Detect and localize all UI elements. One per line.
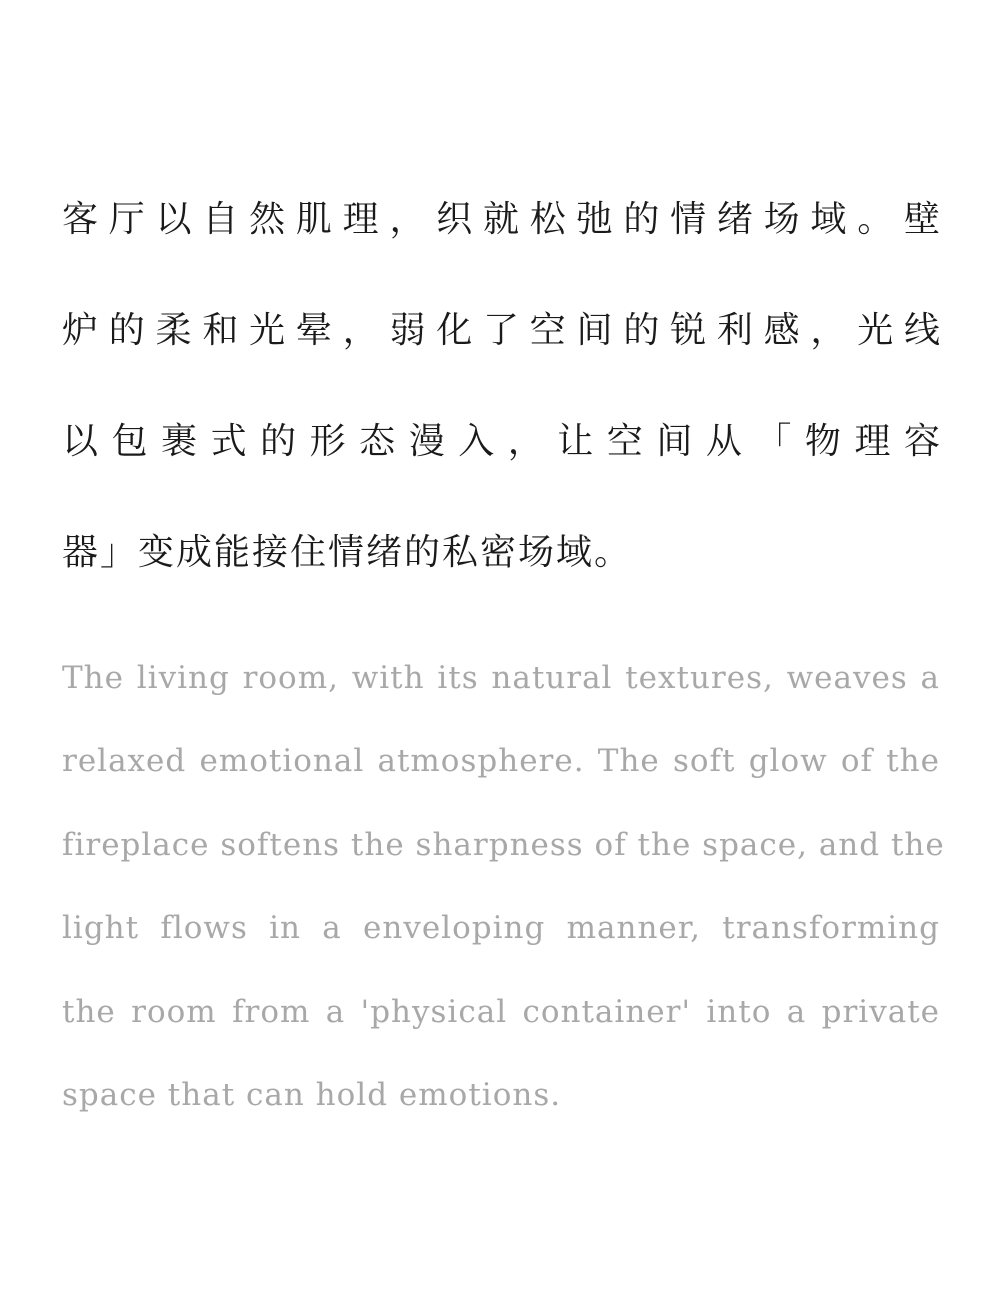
chinese-line-1: 客厅以自然肌理，织就松弛的情绪场域。壁 [62,199,942,240]
english-line-6: space that can hold emotions. [62,1076,562,1113]
chinese-paragraph [62,183,942,627]
english-line-5: the room from a 'physical container' into a private [62,993,940,1030]
english-line-1: The living room, with its natural textures, weaves a [62,660,940,696]
english-line-3: fireplace softens the sharpness of the space, and the [62,826,945,863]
english-line-2: relaxed emotional atmosphere. The soft glow of the [62,743,940,780]
english-paragraph [62,652,945,1152]
chinese-line-3: 以包裹式的形态漫入，让空间从「物理容 [62,421,942,462]
chinese-line-2: 炉的柔和光晕，弱化了空间的锐利感，光线 [62,310,942,351]
chinese-line-4: 器」变成能接住情绪的私密场域。 [62,532,633,573]
english-line-4: light flows in a enveloping manner, transforming [62,910,940,947]
